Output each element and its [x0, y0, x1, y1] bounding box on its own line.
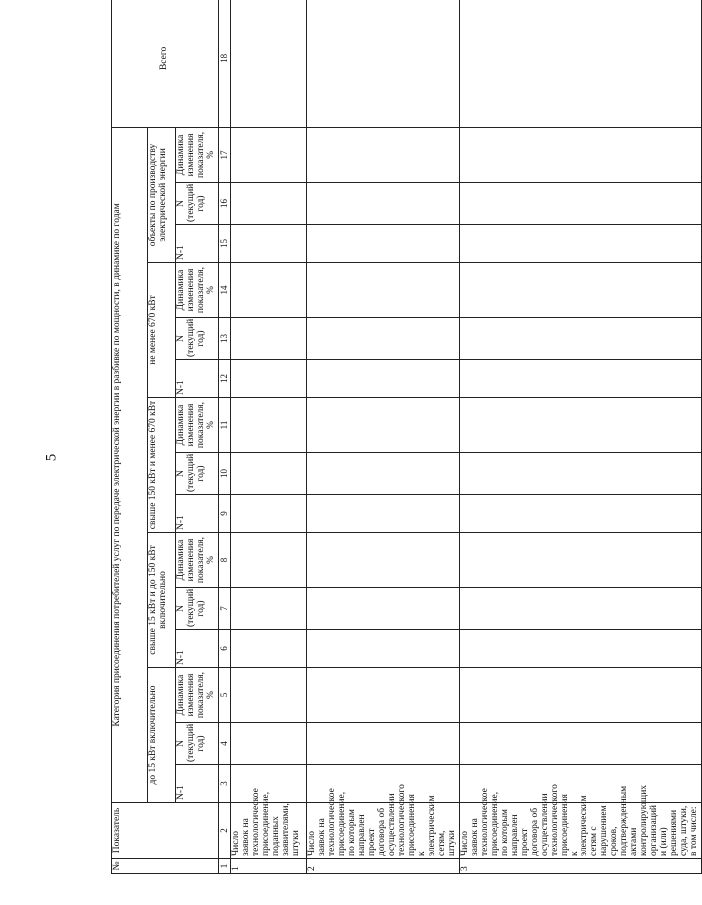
col-number: 12: [218, 360, 230, 398]
col-number: 18: [218, 0, 230, 127]
col-number: 4: [218, 723, 230, 765]
sub-prev: N-1: [176, 225, 219, 263]
col-number: 15: [218, 225, 230, 263]
col-number: 10: [218, 453, 230, 495]
table-row: [307, 0, 460, 874]
header-category: Категория присоединения потребителей услуг по передаче электрической энергии в разбивке по мощности, в динамике по годам: [112, 127, 148, 802]
sub-dyn: Динамика изменения показателя, %: [176, 263, 219, 318]
connection-requests-table: [111, 0, 702, 874]
sub-dyn: Динамика изменения показателя, %: [176, 533, 219, 588]
group-generation: объекты по производству электрической энергии: [148, 127, 176, 262]
sub-cur: N (текущий год): [176, 318, 219, 360]
header-total: Всего: [112, 0, 219, 127]
sub-dyn: Динамика изменения показателя, %: [176, 668, 219, 723]
group-15-150kw: свыше 15 кВт и до 150 кВт включительно: [148, 533, 176, 668]
header-indicator: Показатель: [112, 803, 219, 859]
sub-prev: N-1: [176, 765, 219, 803]
col-number: 2: [218, 803, 230, 859]
table-row: [231, 0, 307, 874]
row-no: 1: [231, 859, 307, 874]
col-number: 11: [218, 398, 230, 453]
sub-cur: N (текущий год): [176, 183, 219, 225]
sub-dyn: Динамика изменения показателя, %: [176, 398, 219, 453]
group-over-670kw: не менее 670 кВт: [148, 263, 176, 398]
sub-prev: N-1: [176, 630, 219, 668]
rotated-page-area: [110, 0, 700, 905]
col-number: 8: [218, 533, 230, 588]
col-number: 7: [218, 588, 230, 630]
sub-cur: N (текущий год): [176, 723, 219, 765]
col-number: 17: [218, 127, 230, 182]
page-number: 5: [43, 453, 60, 462]
col-number: 14: [218, 263, 230, 318]
sub-prev: N-1: [176, 495, 219, 533]
col-number: 9: [218, 495, 230, 533]
sub-cur: N (текущий год): [176, 588, 219, 630]
header-no: №: [112, 859, 219, 874]
row-no: 2: [307, 859, 460, 874]
col-number: 3: [218, 765, 230, 803]
col-number: 16: [218, 183, 230, 225]
row-no: 3: [459, 859, 701, 874]
row-label: Число заявок на технологическое присоединение, по которым направлен проект договора об осуществлении технологического присоединения к электрическим сетям, штуки: [307, 803, 460, 859]
table-row: [459, 0, 701, 874]
sub-prev: N-1: [176, 360, 219, 398]
row-label: Число заявок на технологическое присоединение, поданных заявителями, штуки: [231, 803, 307, 859]
group-150-670kw: свыше 150 кВт и менее 670 кВт: [148, 398, 176, 533]
row-label: Число заявок на технологическое присоединение, по которым направлен проект договора об осуществлении технологического присоединения к электрическим сетям с нарушением сроков, подтвержденным актами контролирующих организаций и (или) решениями суда, штуки, в том числе:: [459, 803, 701, 859]
sub-dyn: Динамика изменения показателя, %: [176, 127, 219, 182]
col-number: 5: [218, 668, 230, 723]
col-number: 13: [218, 318, 230, 360]
sub-cur: N (текущий год): [176, 453, 219, 495]
col-number: 1: [218, 859, 230, 874]
col-number: 6: [218, 630, 230, 668]
landscape-content: [110, 30, 700, 905]
group-up-to-15kw: до 15 кВт включительно: [148, 668, 176, 803]
